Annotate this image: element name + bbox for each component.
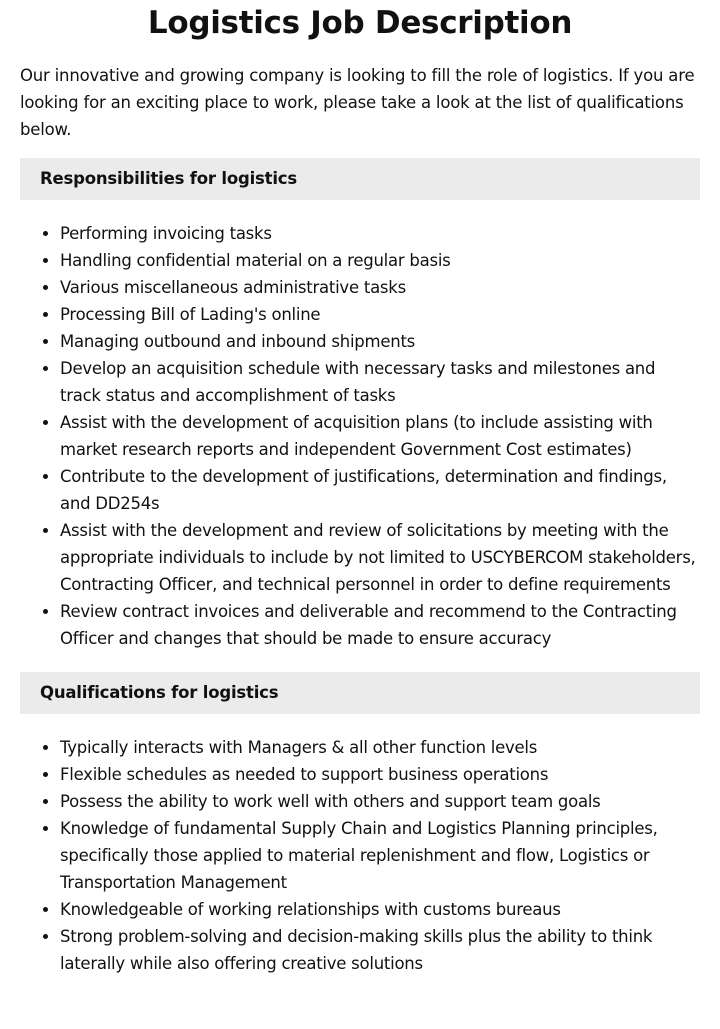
list-item: • Possess the ability to work well with others and support team goals (60, 788, 700, 815)
responsibilities-list (20, 220, 700, 652)
page-title: Logistics Job Description (147, 5, 573, 41)
list-item: • Review contract invoices and deliverable and recommend to the Contracting Officer and changes that should be made to ensure accuracy (60, 598, 700, 652)
list-item: • Knowledge of fundamental Supply Chain and Logistics Planning principles, specifically those applied to material replenishment and flow, Logistics or Transportation Management (60, 815, 700, 896)
list-item: • Develop an acquisition schedule with necessary tasks and milestones and track status and accomplishment of tasks (60, 355, 700, 409)
list-item: • Handling confidential material on a regular basis (60, 247, 700, 274)
responsibilities-heading: Responsibilities for logistics (20, 158, 700, 200)
list-item: • Typically interacts with Managers & all other function levels (60, 734, 700, 761)
list-item: • Performing invoicing tasks (60, 220, 700, 247)
list-item: • Various miscellaneous administrative tasks (60, 274, 700, 301)
list-item: • Flexible schedules as needed to support business operations (60, 761, 700, 788)
list-item: • Strong problem-solving and decision-making skills plus the ability to think laterally while also offering creative solutions (60, 923, 700, 977)
list-item: • Contribute to the development of justifications, determination and findings, and DD254s (60, 463, 700, 517)
list-item: • Assist with the development of acquisition plans (to include assisting with market research reports and independent Government Cost estimates) (60, 409, 700, 463)
list-item: • Managing outbound and inbound shipments (60, 328, 700, 355)
list-item: • Processing Bill of Lading's online (60, 301, 700, 328)
list-item: • Knowledgeable of working relationships with customs bureaus (60, 896, 700, 923)
qualifications-list (20, 734, 700, 977)
qualifications-heading: Qualifications for logistics (20, 672, 700, 714)
list-item: • Assist with the development and review of solicitations by meeting with the appropriate individuals to include by not limited to USCYBERCOM stakeholders, Contracting Officer, and technical personnel in order to define requirements (60, 517, 700, 598)
intro-paragraph: Our innovative and growing company is looking to fill the role of logistics. If you are looking for an exciting place to work, please take a look at the list of qualifications below. (20, 66, 695, 139)
